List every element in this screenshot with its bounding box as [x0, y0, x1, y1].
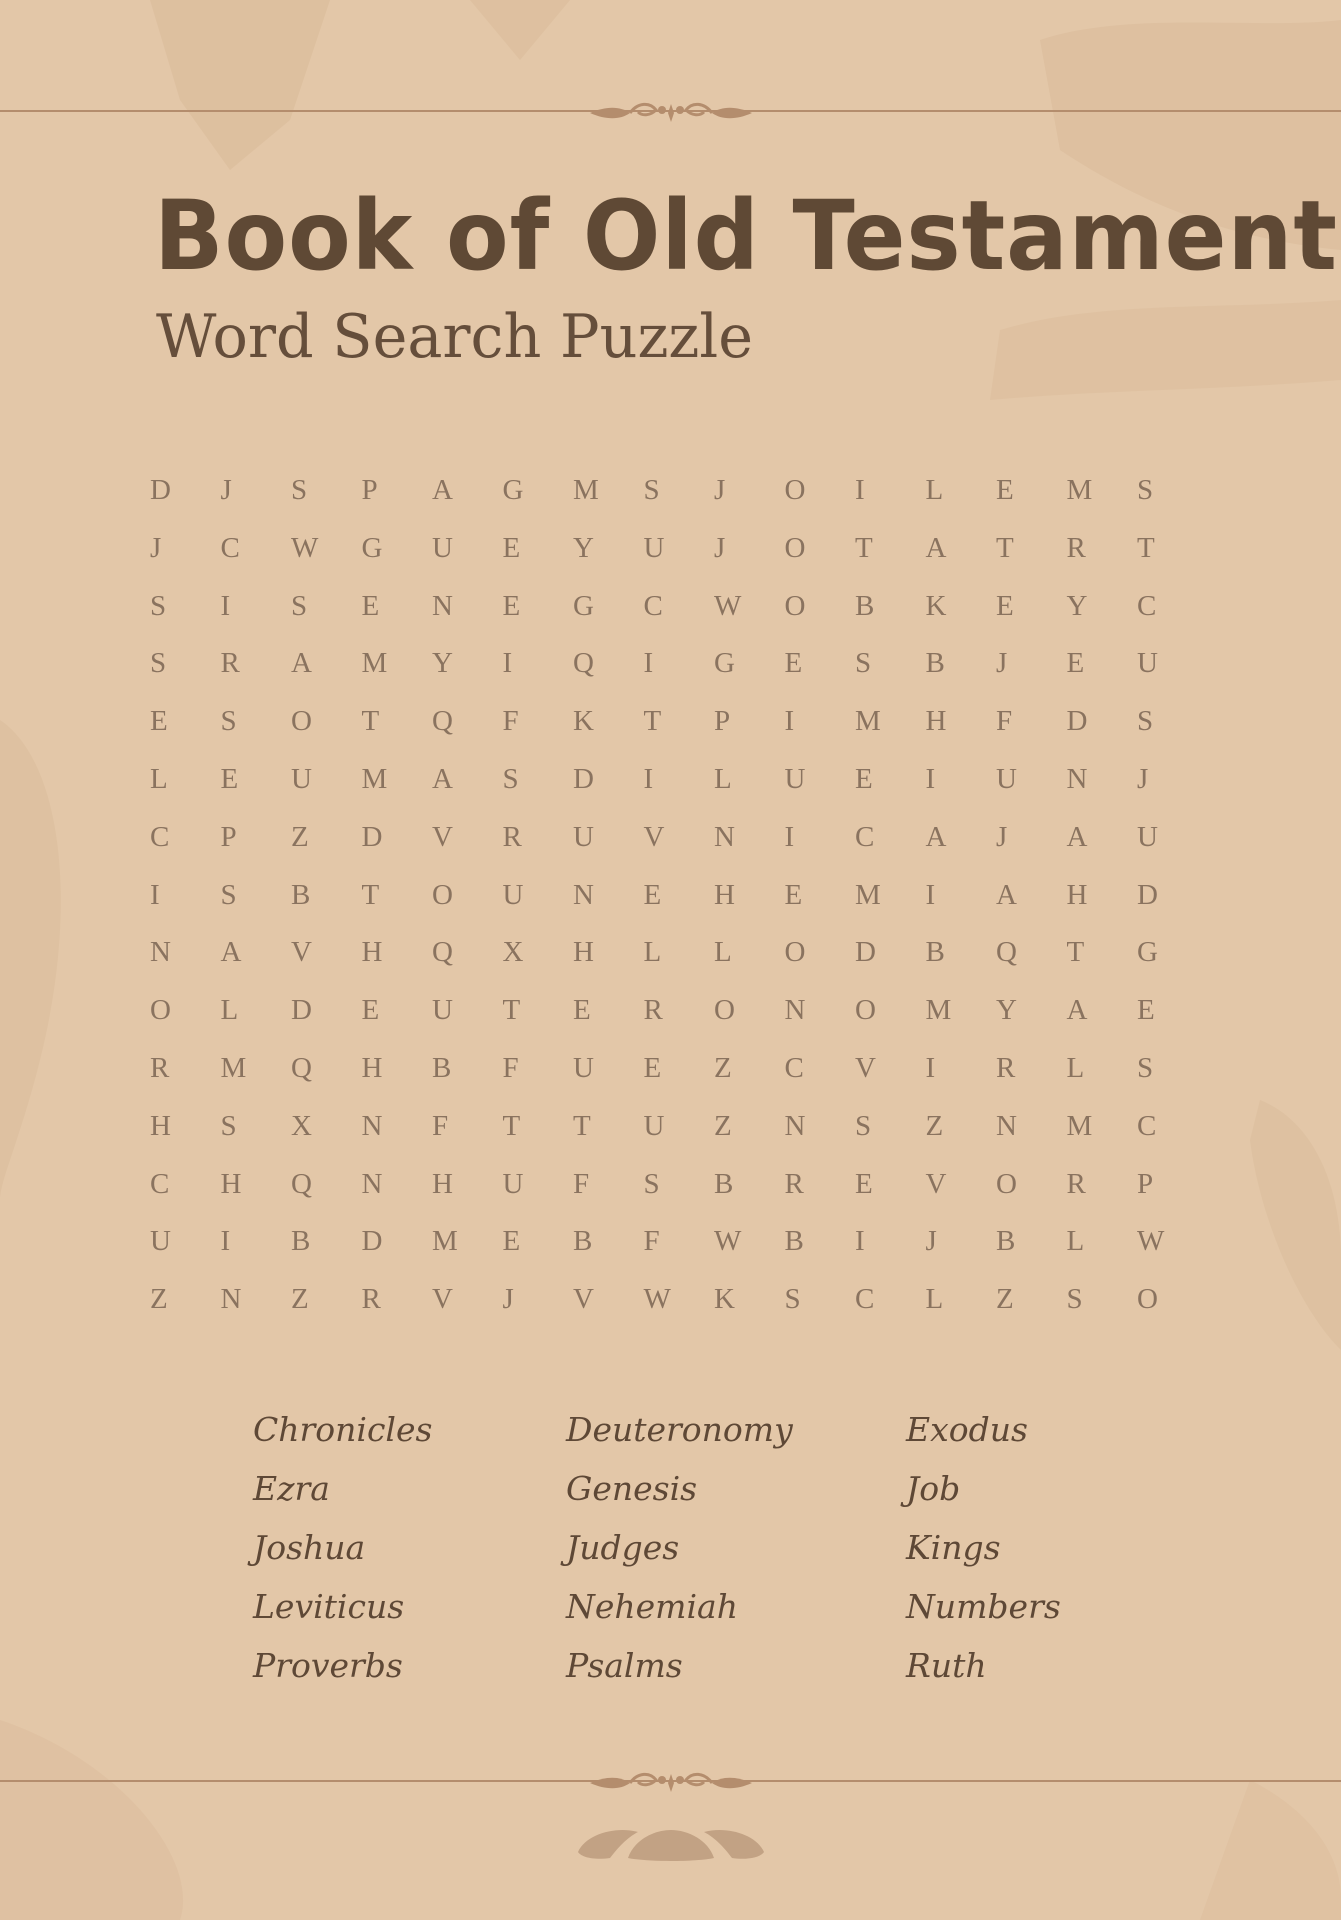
word-list-item: Leviticus: [253, 1587, 405, 1626]
grid-letter: M: [573, 474, 599, 506]
word-list-item: Genesis: [566, 1469, 698, 1508]
grid-letter: T: [361, 878, 380, 911]
grid-letter: L: [714, 936, 732, 969]
grid-letter: Q: [573, 647, 594, 680]
grid-letter: S: [1137, 705, 1154, 738]
grid-letter: H: [220, 1167, 242, 1200]
grid-letter: Z: [996, 1283, 1014, 1316]
word-list-item: Nehemiah: [566, 1587, 738, 1626]
grid-letter: F: [643, 1225, 660, 1258]
grid-letter: L: [1066, 1225, 1085, 1258]
grid-letter: N: [361, 1167, 383, 1200]
grid-letter: S: [1137, 474, 1154, 506]
grid-letter: G: [1137, 936, 1158, 969]
grid-letter: N: [784, 994, 806, 1027]
grid-letter: J: [996, 820, 1008, 853]
grid-letter: C: [1137, 589, 1157, 622]
grid-letter: Y: [1066, 589, 1088, 622]
page-title: Book of Old Testament: [154, 180, 1338, 292]
grid-letter: Z: [150, 1283, 168, 1316]
grid-letter: J: [996, 647, 1008, 680]
grid-letter: K: [714, 1283, 735, 1316]
grid-letter: F: [502, 705, 519, 738]
word-list-item: Job: [906, 1469, 961, 1508]
grid-letter: L: [150, 762, 168, 795]
grid-letter: T: [502, 994, 521, 1027]
grid-letter: B: [432, 1051, 452, 1084]
grid-letter: H: [361, 936, 383, 969]
grid-letter: I: [220, 589, 231, 622]
grid-letter: W: [714, 1225, 742, 1258]
grid-letter: U: [996, 762, 1017, 795]
grid-letter: D: [573, 762, 594, 795]
lotus-leaf-icon: [576, 1822, 766, 1862]
grid-letter: P: [361, 474, 378, 506]
grid-letter: B: [925, 936, 945, 969]
grid-letter: U: [502, 878, 524, 911]
grid-letter: B: [291, 1225, 311, 1258]
grid-letter: B: [714, 1167, 734, 1200]
grid-letter: M: [855, 878, 881, 911]
grid-letter: V: [573, 1283, 594, 1316]
grid-letter: W: [643, 1283, 671, 1316]
grid-letter: A: [432, 762, 453, 795]
scroll-ornament-icon: [586, 98, 756, 128]
grid-letter: H: [925, 705, 947, 738]
grid-letter: F: [573, 1167, 590, 1200]
grid-letter: A: [220, 936, 242, 969]
grid-letter: U: [784, 762, 806, 795]
grid-letter: B: [996, 1225, 1016, 1258]
grid-letter: C: [220, 531, 240, 564]
grid-letter: H: [1066, 878, 1088, 911]
grid-letter: G: [502, 474, 524, 506]
grid-letter: J: [150, 531, 162, 564]
grid-letter: M: [1066, 474, 1093, 506]
grid-letter: I: [220, 1225, 231, 1258]
grid-letter: I: [925, 878, 936, 911]
grid-letter: M: [220, 1051, 247, 1084]
grid-letter: J: [502, 1283, 514, 1316]
grid-letter: L: [714, 762, 732, 795]
grid-letter: R: [502, 820, 522, 853]
grid-letter: E: [643, 1051, 662, 1084]
grid-letter: X: [502, 936, 524, 969]
grid-letter: E: [361, 994, 380, 1027]
grid-letter: B: [291, 878, 311, 911]
grid-letter: E: [502, 531, 521, 564]
grid-letter: R: [220, 647, 240, 680]
grid-letter: M: [432, 1225, 458, 1258]
grid-letter: V: [432, 1283, 453, 1316]
grid-letter: N: [361, 1109, 383, 1142]
grid-letter: A: [996, 878, 1017, 911]
grid-letter: O: [1137, 1283, 1158, 1316]
grid-letter: O: [784, 474, 806, 506]
grid-letter: O: [996, 1167, 1017, 1200]
grid-letter: E: [1066, 647, 1085, 680]
grid-letter: W: [291, 531, 319, 564]
grid-letter: U: [643, 531, 665, 564]
grid-letter: J: [220, 474, 232, 506]
word-list-item: Joshua: [253, 1528, 366, 1567]
grid-letter: O: [291, 705, 312, 738]
word-list-item: Kings: [906, 1528, 1001, 1567]
grid-letter: T: [1137, 531, 1155, 564]
grid-letter: A: [925, 820, 947, 853]
grid-letter: E: [361, 589, 380, 622]
grid-letter: U: [573, 820, 594, 853]
grid-letter: M: [925, 994, 952, 1027]
grid-letter: S: [502, 762, 519, 795]
grid-letter: Z: [714, 1109, 732, 1142]
grid-letter: D: [1066, 705, 1088, 738]
grid-letter: Z: [291, 820, 309, 853]
grid-letter: D: [150, 474, 171, 506]
grid-letter: W: [1137, 1225, 1165, 1258]
grid-letter: L: [925, 474, 944, 506]
grid-letter: H: [714, 878, 735, 911]
grid-letter: V: [432, 820, 453, 853]
grid-letter: H: [573, 936, 594, 969]
grid-letter: B: [573, 1225, 593, 1258]
grid-letter: C: [1137, 1109, 1157, 1142]
grid-letter: S: [855, 1109, 872, 1142]
grid-letter: E: [784, 878, 803, 911]
grid-letter: R: [784, 1167, 804, 1200]
grid-letter: O: [784, 531, 806, 564]
grid-letter: H: [361, 1051, 383, 1084]
word-list-item: Ruth: [906, 1646, 987, 1685]
grid-letter: S: [150, 647, 167, 680]
grid-letter: J: [714, 474, 726, 506]
grid-letter: M: [361, 762, 388, 795]
grid-letter: N: [784, 1109, 806, 1142]
grid-letter: G: [573, 589, 594, 622]
grid-letter: M: [361, 647, 388, 680]
grid-letter: S: [643, 474, 660, 506]
grid-letter: E: [220, 762, 239, 795]
grid-letter: D: [361, 820, 383, 853]
grid-letter: I: [150, 878, 160, 911]
grid-letter: D: [291, 994, 312, 1027]
grid-letter: C: [784, 1051, 804, 1084]
grid-letter: W: [714, 589, 742, 622]
grid-letter: R: [361, 1283, 381, 1316]
grid-letter: I: [925, 1051, 936, 1084]
grid-letter: A: [291, 647, 312, 680]
grid-letter: C: [855, 1283, 875, 1316]
grid-letter: S: [784, 1283, 801, 1316]
grid-letter: S: [855, 647, 872, 680]
grid-letter: I: [784, 820, 795, 853]
grid-letter: E: [996, 589, 1014, 622]
grid-letter: R: [150, 1051, 170, 1084]
grid-letter: O: [432, 878, 453, 911]
grid-letter: J: [714, 531, 726, 564]
scroll-ornament-icon: [586, 1768, 756, 1798]
grid-letter: T: [361, 705, 380, 738]
grid-letter: T: [502, 1109, 521, 1142]
grid-letter: G: [361, 531, 383, 564]
word-list-item: Proverbs: [253, 1646, 403, 1685]
grid-letter: N: [1066, 762, 1088, 795]
grid-letter: U: [643, 1109, 665, 1142]
grid-letter: K: [573, 705, 594, 738]
grid-letter: C: [150, 1167, 170, 1200]
grid-letter: L: [643, 936, 662, 969]
grid-letter: S: [150, 589, 167, 622]
grid-letter: S: [291, 474, 308, 506]
grid-letter: I: [925, 762, 936, 795]
grid-letter: U: [432, 531, 453, 564]
grid-letter: T: [855, 531, 873, 564]
grid-letter: E: [784, 647, 803, 680]
grid-letter: S: [220, 705, 237, 738]
word-list-item: Chronicles: [253, 1410, 433, 1449]
grid-letter: U: [573, 1051, 594, 1084]
grid-letter: Z: [925, 1109, 944, 1142]
grid-letter: S: [1066, 1283, 1083, 1316]
grid-letter: R: [996, 1051, 1016, 1084]
grid-letter: S: [643, 1167, 660, 1200]
grid-letter: A: [1066, 820, 1088, 853]
grid-letter: S: [220, 878, 237, 911]
grid-letter: L: [1066, 1051, 1085, 1084]
word-list-item: Deuteronomy: [566, 1410, 793, 1449]
grid-letter: G: [714, 647, 735, 680]
grid-letter: V: [855, 1051, 876, 1084]
grid-letter: K: [925, 589, 947, 622]
grid-letter: I: [643, 762, 654, 795]
grid-letter: B: [784, 1225, 804, 1258]
grid-letter: F: [502, 1051, 519, 1084]
grid-letter: N: [432, 589, 453, 622]
grid-letter: O: [150, 994, 171, 1027]
grid-letter: Q: [291, 1051, 312, 1084]
grid-letter: O: [784, 589, 806, 622]
grid-letter: C: [150, 820, 170, 853]
grid-letter: Z: [291, 1283, 309, 1316]
grid-letter: L: [925, 1283, 944, 1316]
word-list-item: Exodus: [906, 1410, 1028, 1449]
word-list-item: Judges: [566, 1528, 680, 1567]
grid-letter: N: [220, 1283, 242, 1316]
grid-letter: I: [784, 705, 795, 738]
grid-letter: E: [643, 878, 662, 911]
letter-grid: [150, 470, 1180, 1337]
grid-letter: I: [502, 647, 513, 680]
grid-letter: X: [291, 1109, 312, 1142]
grid-letter: O: [855, 994, 876, 1027]
grid-letter: A: [432, 474, 453, 506]
grid-letter: A: [1066, 994, 1088, 1027]
grid-letter: B: [855, 589, 875, 622]
grid-letter: I: [855, 1225, 865, 1258]
grid-letter: R: [1066, 531, 1086, 564]
grid-letter: T: [643, 705, 662, 738]
grid-letter: Q: [432, 705, 453, 738]
grid-letter: E: [573, 994, 591, 1027]
grid-letter: U: [1137, 820, 1158, 853]
grid-letter: P: [1137, 1167, 1154, 1200]
grid-letter: N: [996, 1109, 1017, 1142]
grid-letter: Z: [714, 1051, 732, 1084]
grid-letter: O: [714, 994, 735, 1027]
grid-letter: U: [150, 1225, 171, 1258]
grid-letter: F: [432, 1109, 449, 1142]
grid-letter: D: [855, 936, 876, 969]
grid-letter: D: [1137, 878, 1158, 911]
grid-letter: Y: [432, 647, 453, 680]
grid-letter: E: [502, 589, 521, 622]
grid-letter: U: [502, 1167, 524, 1200]
grid-letter: U: [432, 994, 453, 1027]
grid-letter: N: [150, 936, 171, 969]
grid-letter: E: [1137, 994, 1155, 1027]
grid-letter: P: [220, 820, 237, 853]
grid-letter: Y: [996, 994, 1017, 1027]
grid-letter: R: [643, 994, 663, 1027]
grid-letter: S: [220, 1109, 237, 1142]
grid-letter: M: [1066, 1109, 1093, 1142]
grid-letter: S: [291, 589, 308, 622]
grid-letter: E: [996, 474, 1014, 506]
grid-letter: I: [855, 474, 865, 506]
grid-letter: O: [784, 936, 806, 969]
grid-letter: I: [643, 647, 654, 680]
grid-letter: A: [925, 531, 947, 564]
grid-letter: U: [1137, 647, 1158, 680]
grid-letter: H: [150, 1109, 171, 1142]
grid-letter: E: [502, 1225, 521, 1258]
grid-letter: V: [643, 820, 665, 853]
grid-letter: B: [925, 647, 945, 680]
grid-letter: S: [1137, 1051, 1154, 1084]
grid-letter: F: [996, 705, 1013, 738]
grid-letter: Q: [291, 1167, 312, 1200]
grid-letter: V: [925, 1167, 947, 1200]
grid-letter: C: [643, 589, 663, 622]
grid-letter: T: [573, 1109, 591, 1142]
word-list-item: Psalms: [566, 1646, 683, 1685]
grid-letter: J: [1137, 762, 1149, 795]
grid-letter: M: [855, 705, 881, 738]
word-list-item: Ezra: [253, 1469, 330, 1508]
grid-letter: D: [361, 1225, 383, 1258]
grid-letter: U: [291, 762, 312, 795]
grid-letter: Y: [573, 531, 594, 564]
page-subtitle: Word Search Puzzle: [156, 302, 754, 372]
grid-letter: N: [573, 878, 594, 911]
grid-letter: R: [1066, 1167, 1086, 1200]
word-list-item: Numbers: [906, 1587, 1061, 1626]
grid-letter: Q: [996, 936, 1017, 969]
grid-letter: E: [150, 705, 168, 738]
grid-letter: H: [432, 1167, 453, 1200]
grid-letter: J: [925, 1225, 937, 1258]
grid-letter: E: [855, 762, 873, 795]
grid-letter: L: [220, 994, 239, 1027]
word-list: [253, 1405, 1153, 1700]
grid-letter: E: [855, 1167, 873, 1200]
grid-letter: T: [1066, 936, 1085, 969]
grid-letter: V: [291, 936, 312, 969]
grid-letter: Q: [432, 936, 453, 969]
grid-letter: P: [714, 705, 731, 738]
grid-letter: T: [996, 531, 1014, 564]
grid-letter: C: [855, 820, 875, 853]
grid-letter: N: [714, 820, 735, 853]
